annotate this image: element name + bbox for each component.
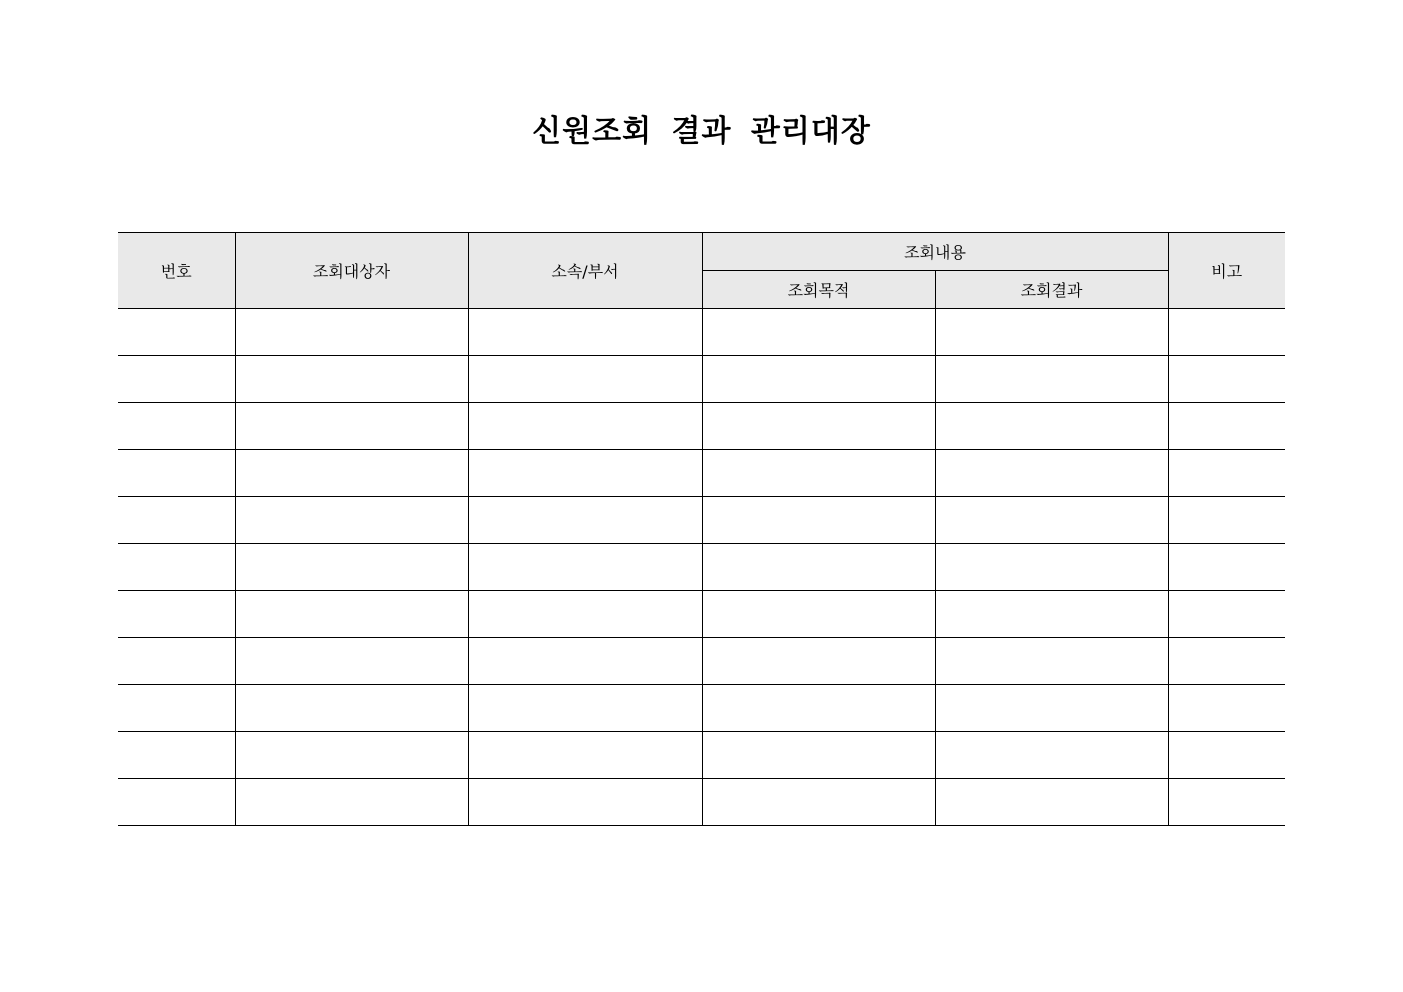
header-department: 소속/부서 bbox=[468, 233, 702, 309]
number-cell[interactable] bbox=[118, 638, 235, 685]
department-cell[interactable] bbox=[468, 309, 702, 356]
ledger-table bbox=[118, 232, 1285, 826]
department-cell[interactable] bbox=[468, 685, 702, 732]
department-cell[interactable] bbox=[468, 497, 702, 544]
department-cell[interactable] bbox=[468, 732, 702, 779]
remarks-cell[interactable] bbox=[1168, 309, 1285, 356]
result-cell[interactable] bbox=[935, 779, 1168, 826]
header-number: 번호 bbox=[118, 233, 235, 309]
header-subject: 조회대상자 bbox=[235, 233, 468, 309]
purpose-cell[interactable] bbox=[702, 356, 935, 403]
subject-cell[interactable] bbox=[235, 450, 468, 497]
result-cell[interactable] bbox=[935, 403, 1168, 450]
table-row bbox=[118, 497, 1285, 544]
result-cell[interactable] bbox=[935, 309, 1168, 356]
remarks-cell[interactable] bbox=[1168, 544, 1285, 591]
subject-cell[interactable] bbox=[235, 403, 468, 450]
number-cell[interactable] bbox=[118, 356, 235, 403]
result-cell[interactable] bbox=[935, 450, 1168, 497]
table-row bbox=[118, 403, 1285, 450]
table-row bbox=[118, 591, 1285, 638]
purpose-cell[interactable] bbox=[702, 544, 935, 591]
table-row bbox=[118, 685, 1285, 732]
department-cell[interactable] bbox=[468, 779, 702, 826]
remarks-cell[interactable] bbox=[1168, 403, 1285, 450]
subject-cell[interactable] bbox=[235, 779, 468, 826]
result-cell[interactable] bbox=[935, 497, 1168, 544]
subject-cell[interactable] bbox=[235, 638, 468, 685]
subject-cell[interactable] bbox=[235, 309, 468, 356]
number-cell[interactable] bbox=[118, 450, 235, 497]
remarks-cell[interactable] bbox=[1168, 732, 1285, 779]
department-cell[interactable] bbox=[468, 591, 702, 638]
remarks-cell[interactable] bbox=[1168, 685, 1285, 732]
table-row bbox=[118, 732, 1285, 779]
number-cell[interactable] bbox=[118, 591, 235, 638]
result-cell[interactable] bbox=[935, 685, 1168, 732]
department-cell[interactable] bbox=[468, 403, 702, 450]
table-row bbox=[118, 309, 1285, 356]
purpose-cell[interactable] bbox=[702, 591, 935, 638]
subject-cell[interactable] bbox=[235, 685, 468, 732]
number-cell[interactable] bbox=[118, 403, 235, 450]
result-cell[interactable] bbox=[935, 356, 1168, 403]
remarks-cell[interactable] bbox=[1168, 638, 1285, 685]
number-cell[interactable] bbox=[118, 309, 235, 356]
header-content-group: 조회내용 bbox=[702, 233, 1168, 271]
header-purpose: 조회목적 bbox=[702, 271, 935, 309]
purpose-cell[interactable] bbox=[702, 779, 935, 826]
header-remarks: 비고 bbox=[1168, 233, 1285, 309]
department-cell[interactable] bbox=[468, 544, 702, 591]
number-cell[interactable] bbox=[118, 779, 235, 826]
number-cell[interactable] bbox=[118, 732, 235, 779]
purpose-cell[interactable] bbox=[702, 450, 935, 497]
remarks-cell[interactable] bbox=[1168, 779, 1285, 826]
document-title: 신원조회 결과 관리대장 bbox=[532, 114, 871, 149]
purpose-cell[interactable] bbox=[702, 497, 935, 544]
number-cell[interactable] bbox=[118, 685, 235, 732]
subject-cell[interactable] bbox=[235, 544, 468, 591]
department-cell[interactable] bbox=[468, 450, 702, 497]
remarks-cell[interactable] bbox=[1168, 497, 1285, 544]
department-cell[interactable] bbox=[468, 356, 702, 403]
result-cell[interactable] bbox=[935, 544, 1168, 591]
result-cell[interactable] bbox=[935, 591, 1168, 638]
purpose-cell[interactable] bbox=[702, 638, 935, 685]
subject-cell[interactable] bbox=[235, 732, 468, 779]
subject-cell[interactable] bbox=[235, 356, 468, 403]
number-cell[interactable] bbox=[118, 544, 235, 591]
table-body bbox=[118, 309, 1285, 826]
result-cell[interactable] bbox=[935, 638, 1168, 685]
subject-cell[interactable] bbox=[235, 591, 468, 638]
table-row bbox=[118, 356, 1285, 403]
table-header bbox=[118, 233, 1285, 309]
purpose-cell[interactable] bbox=[702, 732, 935, 779]
table-row bbox=[118, 779, 1285, 826]
table-row bbox=[118, 638, 1285, 685]
purpose-cell[interactable] bbox=[702, 403, 935, 450]
number-cell[interactable] bbox=[118, 497, 235, 544]
table-row bbox=[118, 544, 1285, 591]
purpose-cell[interactable] bbox=[702, 309, 935, 356]
subject-cell[interactable] bbox=[235, 497, 468, 544]
department-cell[interactable] bbox=[468, 638, 702, 685]
purpose-cell[interactable] bbox=[702, 685, 935, 732]
remarks-cell[interactable] bbox=[1168, 591, 1285, 638]
table-row bbox=[118, 450, 1285, 497]
result-cell[interactable] bbox=[935, 732, 1168, 779]
remarks-cell[interactable] bbox=[1168, 450, 1285, 497]
header-result: 조회결과 bbox=[935, 271, 1168, 309]
remarks-cell[interactable] bbox=[1168, 356, 1285, 403]
